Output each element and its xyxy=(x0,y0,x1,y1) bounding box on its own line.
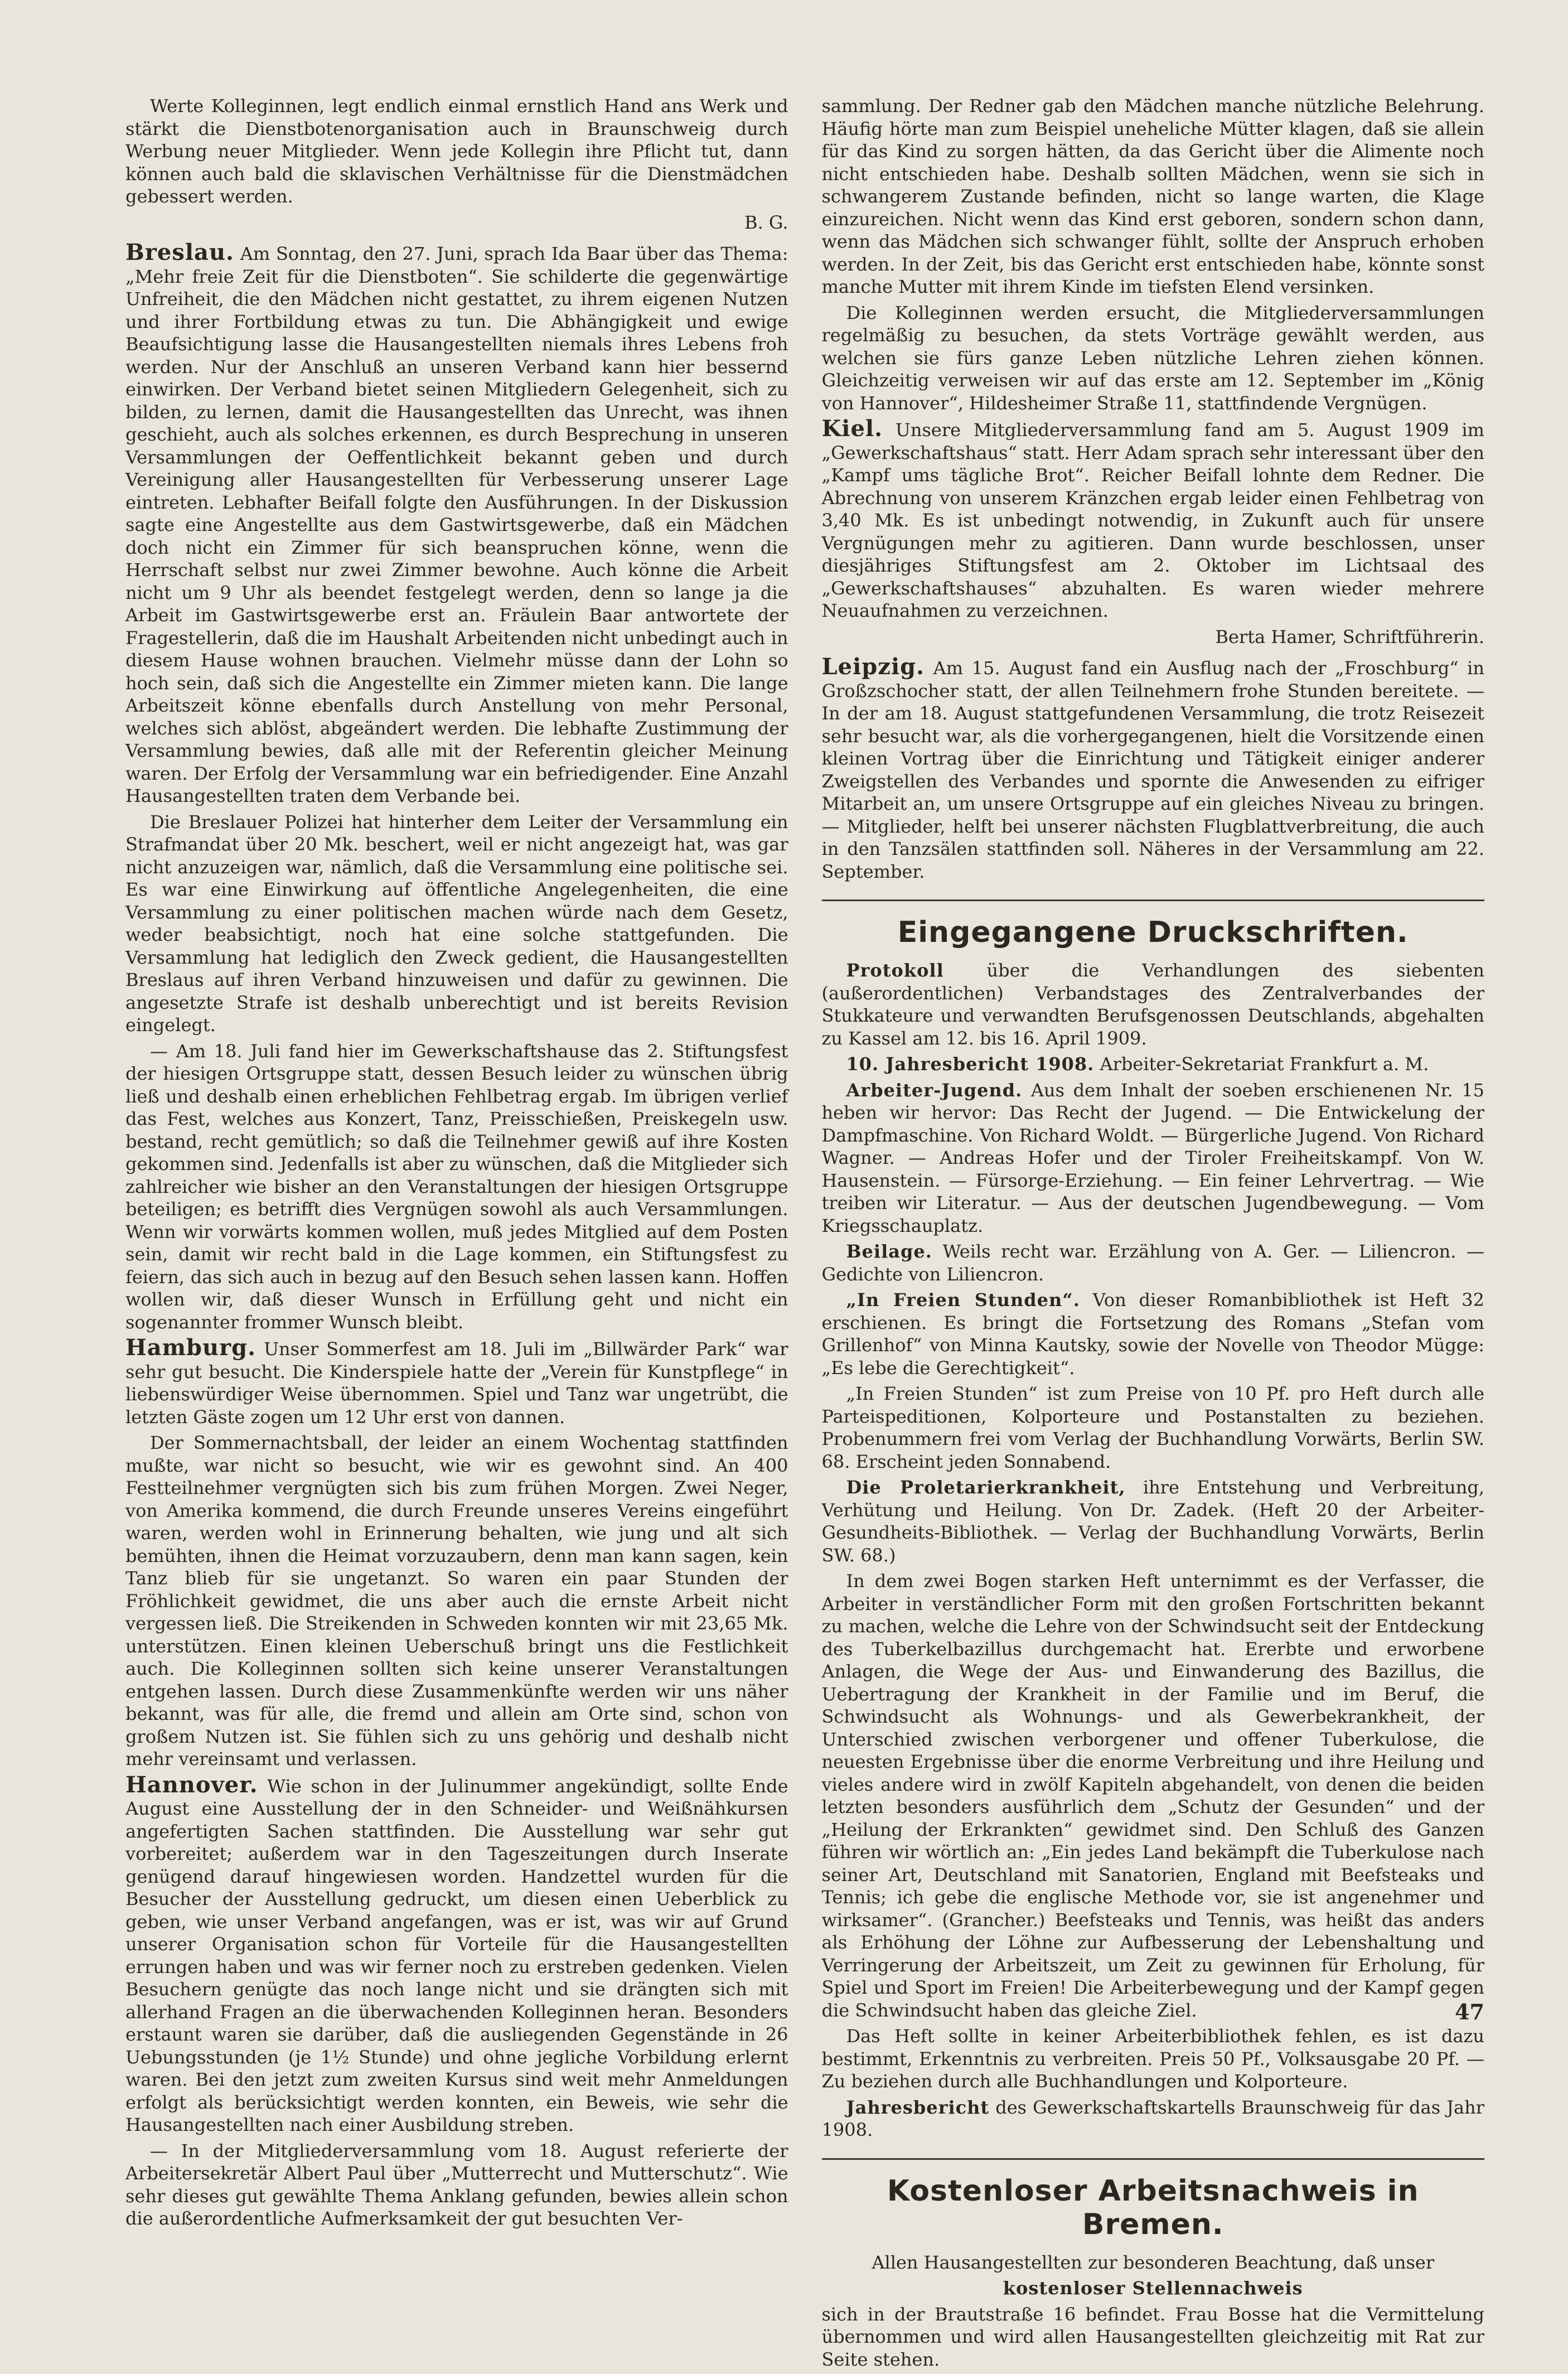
hannover-text-1: Wie schon in der Julinummer angekündigt, sollte Ende August eine Ausstellung der in den Schneider- und Weißnähkursen angefertigten Sachen stattfinden. Die Ausstellung war sehr gut vorbereitet; außerdem war in den Tageszeitungen durch Inserate genügend darauf hingewiesen worden. Handzettel wurden für die Besucher der Ausstellung gedruckt, um diesen einen Ueberblick zu geben, wie unser Verband angefangen, was er ist, was wir auf Grund unserer Organisation schon für Vorteile für die Hausangestellten errungen haben und was wir ferner noch zu erstreben gedenken. Vielen Besuchern genügte das noch lange nicht und sie drängten sich mit allerhand Fragen an die überwachenden Kolleginnen heran. Besonders erstaunt waren sie darüber, daß die ausliegenden Gegenstände in 26 Uebungsstunden (je 1½ Stunde) und ohne jegliche Vorbildung erlernt waren. Bei den jetzt zum zweiten Kursus sind weit mehr Anmeldungen erfolgt als berücksichtigt werden konnten, ein Beweis, wie sehr die Hausangestellten nach einer Ausbildung streben. xyxy=(125,1775,788,2135)
section-druckschriften xyxy=(822,916,1485,2141)
intro-paragraph: Werte Kolleginnen, legt endlich einmal ernstlich Hand ans Werk und stärkt die Dienstbotenorganisation auch in Braunschweig durch Werbung neuer Mitglieder. Wenn jede Kollegin ihre Pflicht tut, dann können auch bald die sklavischen Verhältnisse für die Dienstmädchen gebessert werden. xyxy=(125,95,788,207)
bremen-line-1: Allen Hausangestellten zur besonderen Beachtung, daß unser xyxy=(872,2251,1435,2273)
druckschriften-entry-4-details: „In Freien Stunden“ ist zum Preise von 10 Pf. pro Heft durch alle Parteispeditionen, Kolporteure und Postanstalten zu beziehen. Probenummern frei vom Verlag der Buchhandlung Vorwärts, Berlin SW. 68. Erscheint jeden Sonnabend. xyxy=(821,1383,1484,1472)
druckschriften-title: Eingegangene Druckschriften. xyxy=(897,916,1409,949)
entry-3-label: Arbeiter-Jugend. xyxy=(846,1079,1023,1101)
druckschriften-entry-2 xyxy=(822,1053,1485,1076)
kiel-text-1: Unsere Mitgliederversammlung fand am 5. August 1909 im „Gewerkschaftshaus“ statt. Herr Adam sprach sehr interessant über den „Kampf ums tägliche Brot“. Reicher Beifall lohnte dem Redner. Die Abrechnung von unserem Kränzchen ergab leider einen Fehlbetrag von 3,40 Mk. Es ist unbedingt notwendig, in Zukunft auch für unsere Vergnügungen mehr zu agitieren. Dann wurde beschlossen, unser diesjähriges Stiftungsfest am 2. Oktober im Lichtsaal des „Gewerkschaftshauses“ abzuhalten. Es waren wieder mehrere Neuaufnahmen zu verzeichnen. xyxy=(821,419,1485,621)
hannover-paragraph-2: — In der Mitgliederversammlung vom 18. August referierte der Arbeitersekretär Albert Paul über „Mutterrecht und Mutterschutz“. Wie sehr dieses gut gewählte Thema Anklang gefunden, bewies allein schon die außerordentliche Aufmerksamkeit der gut besuchten Ver- xyxy=(125,2140,788,2229)
leipzig-heading: Leipzig. xyxy=(821,654,925,680)
hamburg-text-1: Unser Sommerfest am 18. Juli im „Billwärder Park“ war sehr gut besucht. Die Kinderspiele hatte der „Verein für Kunstpflege“ in liebenswürdiger Weise übernommen. Spiel und Tanz war ungetrübt, die letzten Gäste zogen um 12 Uhr erst von dannen. xyxy=(125,1338,788,1428)
druckschriften-entry-5 xyxy=(822,1476,1485,1566)
entry-2-text: Arbeiter-Sekretariat Frankfurt a. M. xyxy=(1100,1053,1429,1075)
article-leipzig xyxy=(822,656,1485,883)
article-hamburg xyxy=(125,1337,788,1771)
bremen-line-2: kostenloser Stellennachweis xyxy=(1003,2278,1303,2299)
leipzig-paragraph-1 xyxy=(822,656,1485,883)
section-divider-2 xyxy=(822,2158,1485,2160)
entry-4-label: „In Freien Stunden“. xyxy=(846,1289,1080,1311)
kiel-signature: Berta Hamer, Schriftführerin. xyxy=(1215,626,1484,647)
section-divider-1 xyxy=(822,900,1485,901)
article-hannover-continued xyxy=(822,95,1485,414)
druckschriften-entry-6 xyxy=(822,2096,1485,2141)
entry-1-label: Protokoll xyxy=(846,960,944,981)
leipzig-text-1: Am 15. August fand ein Ausflug nach der „Froschburg“ in Großzschocher statt, der allen Teilnehmern frohe Stunden bereitete. — In der am 18. August stattgefundenen Versammlung, die trotz Reisezeit sehr besucht war, als die vorhergegangenen, hielt die Vorsitzende einen kleinen Vortrag über die Einrichtung und Tätigkeit einiger anderer Zweigstellen des Verbandes und spornte die Anwesenden zu eifriger Mitarbeit an, um unsere Ortsgruppe auf ein gleiches Niveau zu bringen. — Mitglieder, helft bei unserer nächsten Flugblattverbreitung, die auch in den Tanzsälen stattfinden soll. Näheres in der Versammlung am 22. September. xyxy=(821,657,1485,882)
hannover-heading: Hannover. xyxy=(125,1771,258,1798)
entry-5-label: Die Proletarierkrankheit, xyxy=(846,1477,1126,1498)
entry-3-beilage-text: Weils recht war. Erzählung von A. Ger. — Liliencron. — Gedichte von Liliencron. xyxy=(821,1241,1485,1285)
entry-1-text: über die Verhandlungen des siebenten (außerordentlichen) Verbandstages des Zentralverbandes der Stukkateure und verwandten Berufsgenossen Deutschlands, abgehalten zu Kassel am 12. bis 16. April 1909. xyxy=(821,960,1484,1049)
section-bremen xyxy=(822,2174,1485,2371)
druckschriften-entry-5-price: Das Heft sollte in keiner Arbeiterbibliothek fehlen, es ist dazu bestimmt, Erkenntnis zu verbreiten. Preis 50 Pf., Volksausgabe 20 Pf. — Zu beziehen durch alle Buchhandlungen und Kolporteure. xyxy=(821,2025,1484,2092)
columns xyxy=(125,95,1484,2374)
breslau-text-1: Am Sonntag, den 27. Juni, sprach Ida Baar über das Thema: „Mehr freie Zeit für die Dienstboten“. Sie schilderte die gegenwärtige Unfreiheit, die den Mädchen nicht gestattet, zu ihrem eigenen Nutzen und ihrer Fortbildung etwas zu tun. Die Abhängigkeit und ewige Beaufsichtigung lasse die Hausangestellten niemals ihres Lebens froh werden. Nur der Anschluß an unseren Verband kann hier bessernd einwirken. Der Verband bietet seinen Mitgliedern Gelegenheit, sich zu bilden, zu lernen, damit die Hausangestellten das Unrecht, was ihnen geschieht, auch als solches erkennen, es durch Besprechung in unseren Versammlungen der Oeffentlichkeit bekannt geben und durch Vereinigung aller Hausangestellten für Verbesserung unserer Lage eintreten. Lebhafter Beifall folgte den Ausführungen. In der Diskussion sagte eine Angestellte aus dem Gastwirtsgewerbe, daß ein Mädchen doch nicht ein Zimmer für sich beanspruchen könne, wenn die Herrschaft selbst nur zwei Zimmer bewohne. Auch könne die Arbeit nicht um 9 Uhr als beendet festgelegt werden, denn so lange ja die Arbeit im Gastwirtsgewerbe erst an. Fräulein Baar antwortete der Fragestellerin, daß die im Haushalt Arbeitenden nicht unbedingt auch in diesem Hause wohnen brauchen. Vielmehr müsse dann der Lohn so hoch sein, daß sich die Angestellte ein Zimmer mieten kann. Die lange Arbeitszeit könne ebenfalls durch Anstellung von mehr Personal, welches sich ablöst, abgeändert werden. Die lebhafte Zustimmung der Versammlung bewies, daß alle mit der Referentin gleicher Meinung waren. Der Erfolg der Versammlung war ein befriedigender. Eine Anzahl Hausangestellten traten dem Verbande bei. xyxy=(125,243,788,806)
right-column xyxy=(822,95,1485,2374)
entry-6-label: Jahresbericht xyxy=(846,2096,990,2118)
breslau-paragraph-2: Die Breslauer Polizei hat hinterher dem Leiter der Versammlung ein Strafmandat über 20 Mk. beschert, weil er nicht angezeigt hat, was gar nicht anzuzeigen war, nämlich, daß die Versammlung eine politische sei. Es war eine Einwirkung auf öffentliche Angelegenheiten, die eine Versammlung zu einer politischen machen würde nach dem Gesetz, weder beabsichtigt, noch hat eine solche stattgefunden. Die Versammlung hat lediglich den Zweck gedient, die Hausangestellten Breslaus auf ihren Verband hinzuweisen und dafür zu gewinnen. Die angesetzte Strafe ist deshalb unberechtigt und ist bereits Revision eingelegt. xyxy=(125,811,788,1036)
kiel-heading: Kiel. xyxy=(821,415,883,442)
druckschriften-entry-1 xyxy=(822,959,1485,1050)
hamburg-heading: Hamburg. xyxy=(125,1335,257,1361)
hannover-cont-paragraph-2: Die Kolleginnen werden ersucht, die Mitgliederversammlungen regelmäßig zu besuchen, da stets Vorträge gewählt werden, aus welchen sie fürs ganze Leben nützliche Lehren ziehen können. Gleichzeitig verweisen wir auf das erste am 12. September im „König von Hannover“, Hildesheimer Straße 11, stattfindende Vergnügen. xyxy=(821,302,1484,414)
entry-3-beilage-label: Beilage. xyxy=(846,1241,932,1262)
druckschriften-entry-3 xyxy=(822,1079,1485,1237)
hamburg-paragraph-1 xyxy=(125,1337,788,1428)
hannover-cont-paragraph-1: sammlung. Der Redner gab den Mädchen manche nützliche Belehrung. Häufig hörte man zum Beispiel uneheliche Mütter klagen, daß sie allein für das Kind zu sorgen hätten, da das Gericht über die Alimente noch nicht entschieden habe. Deshalb sollten Mädchen, wenn sie sich in schwangerem Zustande befinden, nicht so lange warten, die Klage einzureichen. Nicht wenn das Kind erst geboren, sondern schon dann, wenn das Mädchen sich schwanger fühlt, sollte der Anspruch erhoben werden. In der Zeit, bis das Gericht erst entschieden habe, könnte sonst manche Mutter mit ihrem Kinde im tiefsten Elend versinken. xyxy=(821,95,1484,297)
intro-signature: B. G. xyxy=(744,211,788,233)
druckschriften-entry-3-beilage xyxy=(822,1240,1485,1285)
article-kiel xyxy=(821,415,1485,648)
entry-4-text: Von dieser Romanbibliothek ist Heft 32 erschienen. Es bringt die Fortsetzung des Romans „Stefan vom Grillenhof“ von Minna Kautsky, sowie der Novelle von Theodor Mügge: „Es lebe die Gerechtigkeit“. xyxy=(821,1289,1485,1379)
hannover-paragraph-1 xyxy=(125,1771,788,2136)
entry-6-text: des Gewerkschaftskartells Braunschweig für das Jahr 1908. xyxy=(821,2096,1485,2140)
bremen-title: Kostenloser Arbeitsnachweis in Bremen. xyxy=(887,2174,1419,2241)
article-hannover xyxy=(125,1771,788,2230)
hamburg-paragraph-2: Der Sommernachtsball, der leider an einem Wochentag stattfinden mußte, war nicht so besucht, wie wir es gewohnt sind. An 400 Festteilnehmer vergnügten sich bis zum frühen Morgen. Zwei Neger, von Amerika kommend, die durch Freunde unseres Vereins eingeführt waren, werden wohl in Erinnerung behalten, wie jung und alt sich bemühten, ihnen die Heimat vorzuzaubern, denn man kann sagen, kein Tanz blieb für sie ungetanzt. So waren ein paar Stunden der Fröhlichkeit gewidmet, die uns aber auch die ernste Arbeit nicht vergessen ließ. Die Streikenden in Schweden konnten wir mit 23,65 Mk. unterstützen. Einen kleinen Ueberschuß bringt uns die Festlichkeit auch. Die Kolleginnen sollten sich keine unserer Veranstaltungen entgehen lassen. Durch diese Zusammenkünfte werden wir uns näher bekannt, was für alle, die fremd und allein am Orte sind, schon von großem Nutzen ist. Sie fühlen sich zu uns gehörig und deshalb nicht mehr vereinsamt und verlassen. xyxy=(125,1432,788,1769)
entry-5-text: ihre Entstehung und Verbreitung, Verhütung und Heilung. Von Dr. Zadek. (Heft 20 der Arbeiter-Gesundheits-Bibliothek. — Verlag der Buchhandlung Vorwärts, Berlin SW. 68.) xyxy=(821,1477,1485,1566)
entry-2-label: 10. Jahresbericht 1908. xyxy=(846,1053,1095,1075)
intro-article xyxy=(125,95,788,234)
left-column xyxy=(125,95,788,2233)
breslau-paragraph-1 xyxy=(125,241,788,808)
druckschriften-entry-5-review: In dem zwei Bogen starken Heft unternimmt es der Verfasser, die Arbeiter in verständlicher Form mit den großen Fortschritten bekannt zu machen, welche die Lehre von der Schwindsucht seit der Entdeckung des Tuberkelbazillus durchgemacht hat. Ererbte und erworbene Anlagen, die Wege der Aus- und Einwanderung des Bazillus, die Uebertragung der Krankheit in der Familie und im Beruf, die Schwindsucht als Wohnungs- und als Gewerbekrankheit, der Unterschied zwischen verborgener und offener Tuberkulose, die neuesten Ergebnisse über die enorme Verbreitung und ihre Heilung und vieles andere wird in zwölf Kapiteln abgehandelt, von denen die beiden letzten besonders ausführlich dem „Schutz der Gesunden“ und der „Heilung der Erkrankten“ gewidmet sind. Den Schluß des Ganzen führen wir wörtlich an: „Ein jedes Land bekämpft die Tuberkulose nach seiner Art, Deutschland mit Sanatorien, England mit Beefsteaks und Tennis; ich gebe die englische Methode vor, sie ist angenehmer und wirksamer“. (Grancher.) Beefsteaks und Tennis, was heißt das anders als Erhöhung der Löhne zur Aufbesserung der Lebenshaltung und Verringerung der Arbeitszeit, um Zeit zu gewinnen für Erholung, für Spiel und Sport im Freien! Die Arbeiterbewegung und der Kampf gegen die Schwindsucht haben das gleiche Ziel. xyxy=(821,1570,1484,2021)
breslau-heading: Breslau. xyxy=(125,239,234,265)
druckschriften-entry-4 xyxy=(822,1289,1485,1379)
page-number: 47 xyxy=(1455,1999,1484,2024)
kiel-paragraph-1 xyxy=(821,415,1485,622)
bremen-paragraph: sich in der Brautstraße 16 befindet. Frau Bosse hat die Vermittelung übernommen und wird allen Hausangestellten gleichzeitig mit Rat zur Seite stehen. xyxy=(821,2303,1484,2370)
article-breslau xyxy=(125,241,788,1333)
breslau-paragraph-3: — Am 18. Juli fand hier im Gewerkschaftshause das 2. Stiftungsfest der hiesigen Ortsgruppe statt, dessen Besuch leider zu wünschen übrig ließ und deshalb einen erheblichen Fehlbetrag ergab. Im übrigen verlief das Fest, welches aus Konzert, Tanz, Preisschießen, Preiskegeln usw. bestand, recht gemütlich; so daß die Teilnehmer gewiß auf ihre Kosten gekommen sind. Jedenfalls ist aber zu wünschen, daß die Mitglieder sich zahlreicher wie bisher an den Veranstaltungen der hiesigen Ortsgruppe beteiligen; es betrifft dies Vergnügen sowohl als auch Versammlungen. Wenn wir vorwärts kommen wollen, muß jedes Mitglied auf dem Posten sein, damit wir recht bald in die Lage kommen, ein Stiftungsfest zu feiern, das sich auch in bezug auf den Besuch sehen lassen kann. Hoffen wollen wir, daß dieser Wunsch in Erfüllung geht und nicht ein sogenannter frommer Wunsch bleibt. xyxy=(125,1040,788,1333)
entry-3-text: Aus dem Inhalt der soeben erschienenen Nr. 15 heben wir hervor: Das Recht der Jugend. — Die Entwickelung der Dampfmaschine. Von Richard Woldt. — Bürgerliche Jugend. Von Richard Wagner. — Andreas Hofer und der Tiroler Freiheitskampf. Von W. Hausenstein. — Fürsorge-Erziehung. — Ein feiner Lehrvertrag. — Wie treiben wir Literatur. — Aus der deutschen Jugendbewegung. — Vom Kriegsschauplatz. xyxy=(821,1079,1485,1236)
